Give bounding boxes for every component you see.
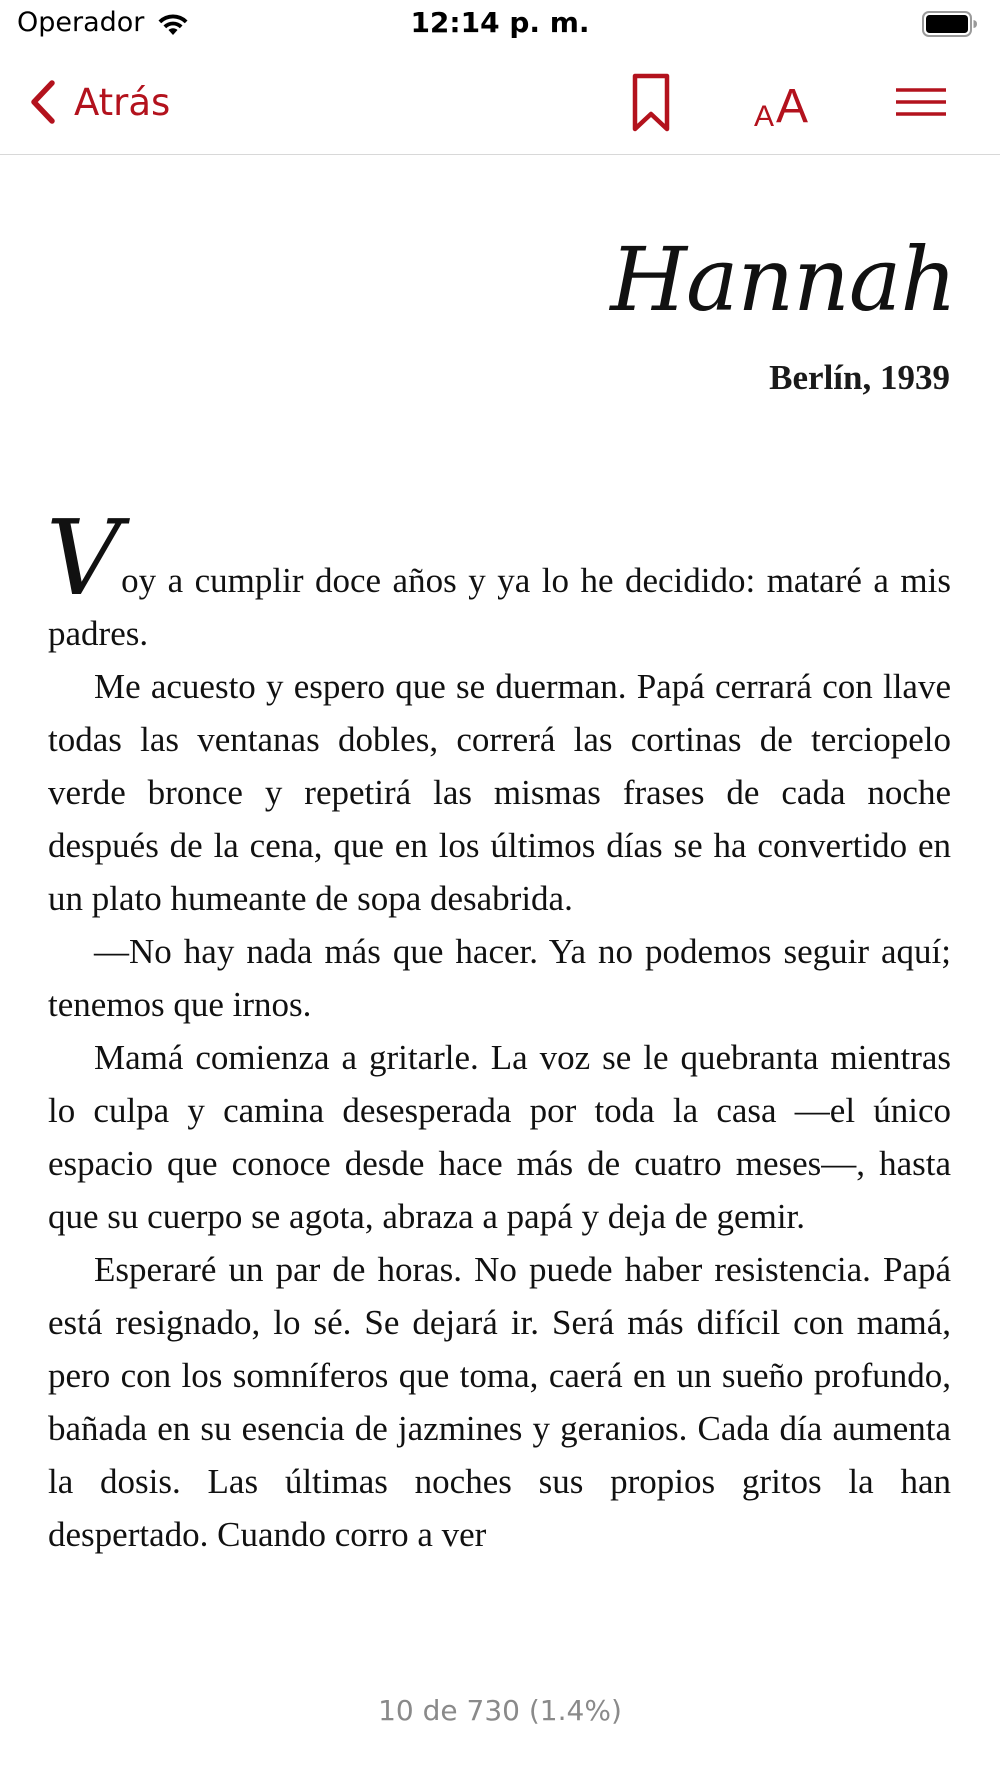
svg-text:A: A	[754, 100, 775, 132]
reader-toolbar	[0, 52, 1000, 155]
paragraph: —No hay nada más que hacer. Ya no podemos seguir aquí; tenemos que irnos.	[48, 932, 951, 1024]
chapter-subtitle: Berlín, 1939	[769, 358, 950, 397]
chapter-title: Hannah	[610, 228, 956, 331]
hamburger-menu-icon	[894, 82, 948, 122]
status-bar	[0, 0, 1000, 52]
font-size-icon	[752, 72, 816, 132]
paragraph: Mamá comienza a gritarle. La voz se le quebranta mientras lo culpa y camina desesperada por toda la casa —el único espacio que conoce desde hace más de cuatro meses—, hasta que su cuerpo se agota, abraza a papá y deja de gemir.	[48, 1038, 951, 1236]
page-indicator: 10 de 730 (1.4%)	[378, 1694, 622, 1727]
back-button[interactable]	[28, 76, 170, 128]
svg-text:A: A	[776, 80, 809, 132]
paragraph-text: oy a cumplir doce años y ya lo he decidido: mataré a mis padres.	[48, 561, 951, 653]
paragraph: Esperaré un par de horas. No puede haber resistencia. Papá está resignado, lo sé. Se dejará ir. Será más difícil con mamá, pero con los somníferos que toma, caerá en un sueño profundo, bañada en su esencia de jazmines y geranios. Cada día aumenta la dosis. Las últimas noches sus propios gritos la han despertado. Cuando corro a ver	[48, 1250, 951, 1554]
book-page-text	[46, 497, 951, 1561]
menu-button[interactable]	[894, 82, 948, 122]
battery-icon	[922, 11, 978, 42]
carrier-name: Operador	[17, 7, 145, 38]
chevron-left-icon	[28, 78, 58, 126]
paragraph: Me acuesto y espero que se duerman. Papá cerrará con llave todas las ventanas dobles, correrá las cortinas de terciopelo verde bronce y repetirá las mismas frases de cada noche después de la cena, que en los últimos días se ha convertido en un plato humeante de sopa desabrida.	[48, 667, 951, 918]
font-size-button[interactable]	[752, 72, 816, 132]
paragraph	[46, 497, 951, 660]
bookmark-button[interactable]	[630, 72, 672, 134]
status-time: 12:14 p. m.	[410, 6, 590, 39]
back-button-label: Atrás	[74, 80, 171, 124]
drop-cap: V	[46, 497, 122, 619]
bookmark-icon	[630, 72, 672, 134]
